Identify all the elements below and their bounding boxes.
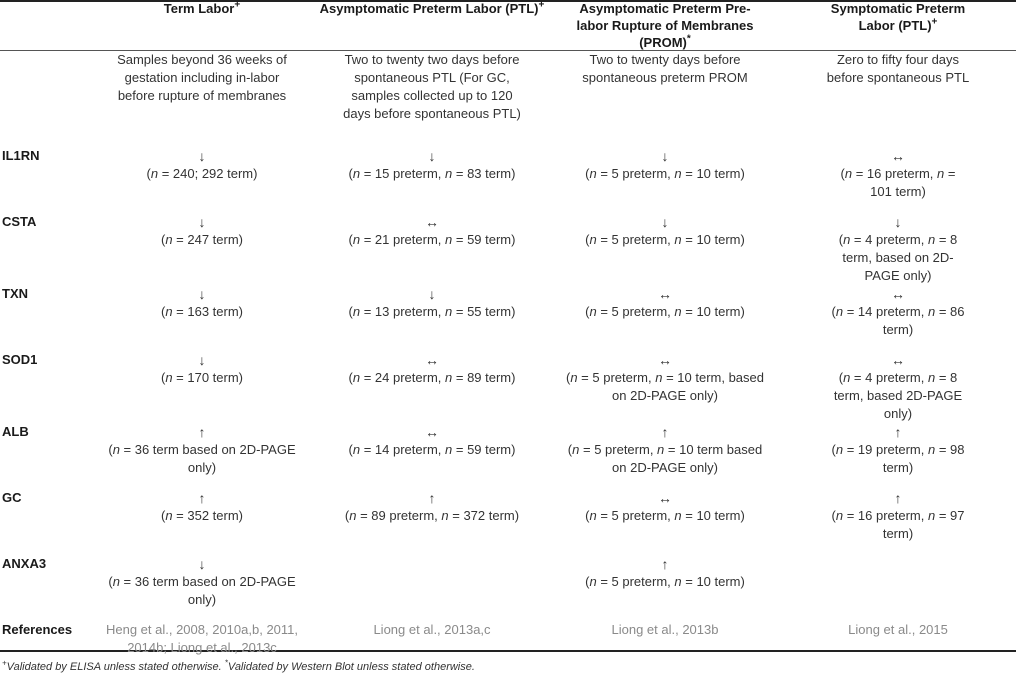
change-arrow-icon: ↓ (661, 148, 669, 164)
table-cell (780, 555, 1016, 621)
sample-size: (n = 5 preterm, n = 10 term) (585, 166, 745, 181)
header-row (0, 0, 1016, 51)
sample-size: (n = 19 preterm, n = 98 term) (831, 442, 965, 475)
table-cell (314, 423, 550, 489)
sample-size: (n = 5 preterm, n = 10 term) (585, 574, 745, 589)
table-cell (314, 285, 550, 351)
table-cell (780, 489, 1016, 555)
row-label: TXN (2, 286, 28, 301)
description-cell: Two to twenty days before spontaneous preterm PROM (582, 52, 748, 85)
table-row (0, 147, 1016, 213)
table-cell (90, 489, 314, 555)
reference-cell: Liong et al., 2015 (848, 622, 948, 637)
table-cell (780, 351, 1016, 423)
sample-size: (n = 16 preterm, n = 101 term) (840, 166, 956, 199)
change-arrow-icon: ↓ (198, 352, 206, 368)
change-arrow-icon: ↔ (425, 424, 439, 440)
table-cell (314, 213, 550, 285)
table-cell (550, 423, 780, 489)
change-arrow-icon: ↔ (658, 490, 672, 506)
header-asymptomatic-ptl: Asymptomatic Preterm Labor (PTL)+ (319, 0, 545, 16)
description-cell: Samples beyond 36 weeks of gestation including in-labor before rupture of membranes (117, 52, 287, 103)
footnote-text-elisa: Validated by ELISA unless stated otherwise. (6, 661, 225, 673)
sample-size: (n = 352 term) (160, 508, 244, 523)
table-cell (550, 555, 780, 621)
table-cell (780, 285, 1016, 351)
table-row (0, 555, 1016, 621)
sample-size: (n = 14 preterm, n = 86 term) (831, 304, 965, 337)
table-cell (314, 489, 550, 555)
change-arrow-icon: ↓ (198, 214, 206, 230)
sample-size: (n = 247 term) (160, 232, 244, 247)
row-label: SOD1 (2, 352, 38, 367)
sample-size: (n = 5 preterm, n = 10 term) (585, 304, 745, 319)
header-symptomatic-ptl: Symptomatic Preterm Labor (PTL)+ (830, 1, 966, 33)
sample-size: (n = 36 term based on 2D-PAGE only) (108, 442, 296, 475)
change-arrow-icon: ↔ (425, 214, 439, 230)
table-cell (550, 147, 780, 213)
change-arrow-icon: ↔ (658, 286, 672, 302)
change-arrow-icon: ↔ (891, 286, 905, 302)
footnote (2, 658, 475, 673)
table-cell (90, 213, 314, 285)
sample-size: (n = 36 term based on 2D-PAGE only) (108, 574, 296, 607)
footnote-text-western: Validated by Western Blot unless stated otherwise. (227, 661, 475, 673)
sample-size: (n = 21 preterm, n = 59 term) (348, 232, 516, 247)
table-row (0, 213, 1016, 285)
change-arrow-icon: ↓ (428, 286, 436, 302)
change-arrow-icon: ↑ (894, 490, 902, 506)
table-cell (90, 423, 314, 489)
header-empty (0, 0, 90, 51)
change-arrow-icon: ↑ (661, 424, 669, 440)
table-cell (90, 285, 314, 351)
table-cell (550, 351, 780, 423)
table-cell (550, 489, 780, 555)
change-arrow-icon: ↔ (891, 148, 905, 164)
description-empty (0, 51, 90, 147)
sample-size: (n = 89 preterm, n = 372 term) (344, 508, 520, 523)
table-cell (780, 147, 1016, 213)
sample-size: (n = 5 preterm, n = 10 term) (585, 508, 745, 523)
sample-size: (n = 5 preterm, n = 10 term based on 2D-PAGE only) (567, 442, 763, 475)
table-cell (314, 555, 550, 621)
row-label: GC (2, 490, 22, 505)
table-cell (90, 555, 314, 621)
description-row (0, 51, 1016, 147)
reference-cell: Liong et al., 2013a,c (373, 622, 491, 637)
reference-cell: Liong et al., 2013b (611, 622, 719, 637)
sample-size: (n = 163 term) (160, 304, 244, 319)
sample-size: (n = 4 preterm, n = 8 term, based on 2D-PAGE only) (838, 232, 958, 283)
description-cell: Two to twenty two days before spontaneous PTL (For GC, samples collected up to 120 days before spontaneous PTL) (343, 52, 521, 121)
change-arrow-icon: ↑ (198, 490, 206, 506)
table-cell (314, 147, 550, 213)
row-label: ANXA3 (2, 556, 47, 571)
sample-size: (n = 240; 292 term) (146, 166, 258, 181)
row-label: IL1RN (2, 148, 40, 163)
table-cell (780, 213, 1016, 285)
sample-size: (n = 16 preterm, n = 97 term) (831, 508, 965, 541)
table-cell (90, 147, 314, 213)
change-arrow-icon: ↔ (658, 352, 672, 368)
sample-size: (n = 15 preterm, n = 83 term) (348, 166, 516, 181)
header-asymptomatic-prom: Asymptomatic Preterm Pre-labor Rupture of Membranes (PROM)* (576, 1, 754, 50)
table-row (0, 423, 1016, 489)
footnote-sup-plus: + (2, 658, 7, 668)
table-cell (90, 351, 314, 423)
sample-size: (n = 13 preterm, n = 55 term) (348, 304, 516, 319)
change-arrow-icon: ↑ (428, 490, 436, 506)
change-arrow-icon: ↓ (428, 148, 436, 164)
footnote-sup-star: * (224, 658, 228, 668)
header-term-labor: Term Labor+ (163, 0, 241, 16)
table-row (0, 285, 1016, 351)
sample-size: (n = 14 preterm, n = 59 term) (348, 442, 516, 457)
change-arrow-icon: ↔ (891, 352, 905, 368)
change-arrow-icon: ↓ (198, 286, 206, 302)
change-arrow-icon: ↔ (425, 352, 439, 368)
table-cell (780, 423, 1016, 489)
change-arrow-icon: ↑ (198, 424, 206, 440)
description-cell: Zero to fifty four days before spontaneous PTL (826, 52, 970, 85)
change-arrow-icon: ↑ (661, 556, 669, 572)
row-label: ALB (2, 424, 29, 439)
table-cell (550, 213, 780, 285)
table-row (0, 489, 1016, 555)
table-cell (550, 285, 780, 351)
change-arrow-icon: ↓ (661, 214, 669, 230)
sample-size: (n = 5 preterm, n = 10 term) (585, 232, 745, 247)
table-cell (314, 351, 550, 423)
data-rows (0, 147, 1016, 621)
references-label: References (2, 622, 73, 637)
sample-size: (n = 24 preterm, n = 89 term) (348, 370, 516, 385)
change-arrow-icon: ↓ (894, 214, 902, 230)
sample-size: (n = 170 term) (160, 370, 244, 385)
sample-size: (n = 4 preterm, n = 8 term, based 2D-PAGE only) (833, 370, 963, 421)
table-row (0, 351, 1016, 423)
sample-size: (n = 5 preterm, n = 10 term, based on 2D-PAGE only) (565, 370, 764, 403)
change-arrow-icon: ↓ (198, 556, 206, 572)
change-arrow-icon: ↓ (198, 148, 206, 164)
reference-cell: Heng et al., 2008, 2010a,b, 2011, 2014b; Liong et al., 2013c (105, 622, 299, 655)
change-arrow-icon: ↑ (894, 424, 902, 440)
row-label: CSTA (2, 214, 37, 229)
